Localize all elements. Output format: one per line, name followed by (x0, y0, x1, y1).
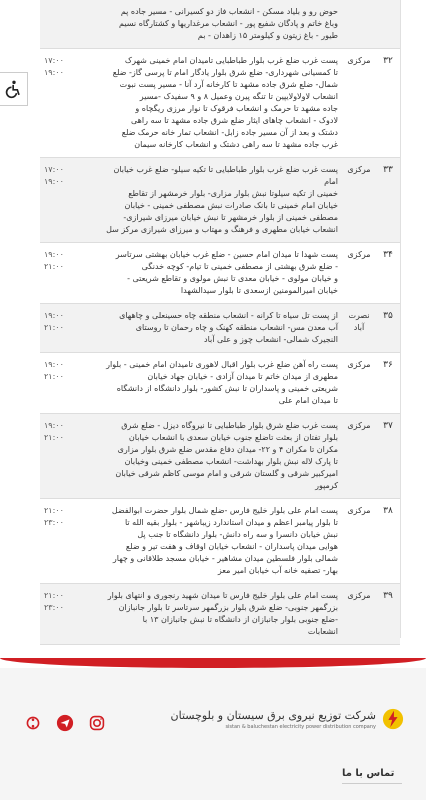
table-row (40, 414, 400, 499)
address-cell: پست غرب ضلع غرب بلوار طباطبایی تا تکیه سیلو- ضلع غرب خیابان امام خمینی از تکیه سیلوتا نبش بلوار مزاری- بلوار خرمشهر از تقاطع خیابان امام خمینی تا بانک صادرات نبش مصطفی خمینی - خیابان مصطفی خمینی از بلوار خرمشهر تا نبش خیابان میرزای شیرازی- انشعاب خیابان مطهری و فرهنگ و مهتاب و میرزای شیرازی مرکز سل (106, 165, 338, 234)
social-links (24, 714, 106, 732)
time-end: ۲۱:۰۰ (44, 433, 64, 442)
row-number: ۳۲ (383, 56, 393, 66)
time-end: ۲۱:۰۰ (44, 262, 64, 271)
time-cell (40, 353, 102, 413)
time-cell (40, 243, 102, 303)
time-cell (40, 499, 102, 583)
time-start: ۱۹:۰۰ (44, 250, 64, 259)
aparat-icon[interactable] (24, 714, 42, 732)
time-start: ۲۱:۰۰ (44, 506, 64, 515)
address-cell: پست امام علی بلوار خلیج فارس -ضلع شمال بلوار حضرت ابوالفضل تا بلوار پیامبر اعظم و میدان استاندارد زیباشهر - بلوار بقیه الله تا نبش خیابان دانسرا و سه راه دانش- بلوار دانشگاه تا جنب پل هوایی میدان پاسداران - انشعاب خیابان اوقاف و هفت تیر و ضلع شمالی بلوار فلسطین میدان مشاهیر - خیابان مسجد طلاقانی و چهار بهار- تصفیه خانه آب خیابان امیر معز (111, 506, 338, 575)
address-cell: پست شهدا تا میدان امام حسین - ضلع غرب خیابان بهشتی سرتاسر - ضلع شرق بهشتی از مصطفی خمینی تا تیام- کوچه خدنگی و خیابان مولوی - خیابان معدی تا نبش مولوی و تقاطع شریعتی - خیابان امیرالمومنین ازسعدی تا بلوار سیدالشهدا (115, 250, 338, 295)
table-row (40, 584, 400, 645)
telegram-icon[interactable] (56, 714, 74, 732)
table-row-fragment (40, 0, 400, 49)
row-number: ۳۸ (383, 506, 393, 516)
time-cell (40, 304, 102, 352)
area-cell: مرکزی (347, 360, 371, 369)
accessibility-button[interactable] (0, 72, 28, 106)
lightning-logo-icon (382, 708, 404, 730)
area-cell: مرکزی (347, 421, 371, 430)
table-row (40, 158, 400, 243)
time-start: ۱۷:۰۰ (44, 165, 64, 174)
area-cell: مرکزی (347, 591, 371, 600)
time-end: ۱۹:۰۰ (44, 68, 64, 77)
table-border (400, 0, 401, 638)
logo-text-en: sistan & baluchestan electricity power distribution company (225, 723, 376, 730)
footer-red-band (0, 658, 426, 668)
contact-heading: تماس با ما (342, 768, 402, 784)
time-cell (40, 584, 102, 644)
time-end: ۲۳:۰۰ (44, 603, 64, 612)
time-end: ۱۹:۰۰ (44, 177, 64, 186)
logo-text-fa: شرکت توزیع نیروی برق سیستان و بلوچستان (170, 708, 376, 722)
time-start: ۲۱:۰۰ (44, 591, 64, 600)
table-row (40, 353, 400, 414)
table-row (40, 49, 400, 158)
schedule-table (40, 0, 400, 645)
table-row (40, 499, 400, 584)
footer (0, 668, 426, 800)
time-start: ۱۹:۰۰ (44, 360, 64, 369)
area-cell: مرکزی (347, 165, 371, 174)
area-cell: نصرت آباد (348, 311, 370, 332)
address-cell: از پست تل سیاه تا کرانه - انشعاب منطقه چاه حسینعلی و چاههای آب معدن مس- انشعاب منطقه کهنک و چاه رحمان تا روستای النجیرک شمالی- انشعاب چوز و علی آباد (119, 311, 338, 344)
time-cell (40, 414, 102, 498)
time-end: ۲۱:۰۰ (44, 323, 64, 332)
table-row (40, 304, 400, 353)
address-cell: پست امام علی بلوار خلیج فارس تا میدان شهید رنجوری و انتهای بلوار بزرگمهر جنوبی- ضلع شرق بلوار بزرگمهر سرتاسر تا بلوار جانبازان -ضلع جنوبی بلوار جانبازان از دانشگاه تا نبش جانبازان ۱۳ با انشعابات (107, 591, 338, 636)
time-start: ۱۹:۰۰ (44, 311, 64, 320)
address-cell: پست راه آهن ضلع غرب بلوار اقبال لاهوری تامیدان امام خمینی - بلوار مطهری از میدان خاتم تا میدان آزادی - خیابان جهاد خیابان شریعتی خمینی و پاسداران تا نبش کشور- بلوار دانشگاه از دانشگاه تا میدان امام علی (106, 360, 338, 405)
row-number: ۳۷ (383, 421, 393, 431)
time-start: ۱۷:۰۰ (44, 56, 64, 65)
wheelchair-icon (4, 79, 24, 99)
row-number: ۳۵ (383, 311, 393, 321)
row-number: ۳۶ (383, 360, 393, 370)
row-number: ۳۴ (383, 250, 393, 260)
address-cell: پست غرب ضلع غرب بلوار طباطبایی تامیدان امام خمینی شهرک تا کمسیانی شهرداری- ضلع شرق بلوار یادگار امام تا پرسی گاز- ضلع شمال- ضلع شرق جاده مشهد تا کارخانه آرد آنا - مسیر پست نبوت انشعاب لاولاولایپین تا تنگه پیرن وعمیل ۸ و ۹ سفیدک -مسیر جاده مشهد تا حرمک و انشعاب فرقوک تا نوار مرزی ریگچاه و لادوک - انشعاب چاهای ایثار ضلع شرق جاده مشهد تا سه راهی دشتک و بعد از آن مسیر جاده زابل- انشعاب تمار خانه حرمک ضلع غرب جاده مشهد تا سه راهی دشتک و انشعاب کارخانه سیمان (112, 56, 338, 149)
address-cell: حوض رو و بلیاد مسکن - انشعاب فاز دو کسیرانی - مسیر جاده پم وباغ خاتم و پادگان شفیع پور - انشعاب مرغداریها و کشتارگاه نسیم طیور - باغ زیتون و کیلومتر ۱۵ زاهدان - بم (119, 7, 338, 40)
area-cell: مرکزی (347, 506, 371, 515)
address-cell: پست غرب ضلع شرق بلوار طباطبایی تا نیروگاه دیزل - ضلع شرق بلوار تفتان از بعثت تاضلع جنوب خیابان سعدی با انشعاب خیابان مکران تا مکران ۴ و ۲۲- میدان دفاع مقدس ضلع شرق بلوار مزاری تا پارک لاله نبش بلوار بهداشت- انشعاب مصطفی خمینی وخیابان امیرکبیر شرقی و گلستان شرقی و امام موسی کاظم شرقی خیابان کرمپور (115, 421, 338, 490)
time-end: ۲۳:۰۰ (44, 518, 64, 527)
time-cell (40, 49, 102, 157)
instagram-icon[interactable] (88, 714, 106, 732)
company-logo[interactable] (171, 708, 404, 730)
area-cell: مرکزی (347, 250, 371, 259)
time-end: ۲۱:۰۰ (44, 372, 64, 381)
time-start: ۱۹:۰۰ (44, 421, 64, 430)
time-cell (40, 158, 102, 242)
table-row (40, 243, 400, 304)
row-number: ۳۹ (383, 591, 393, 601)
area-cell: مرکزی (347, 56, 371, 65)
row-number: ۳۳ (383, 165, 393, 175)
